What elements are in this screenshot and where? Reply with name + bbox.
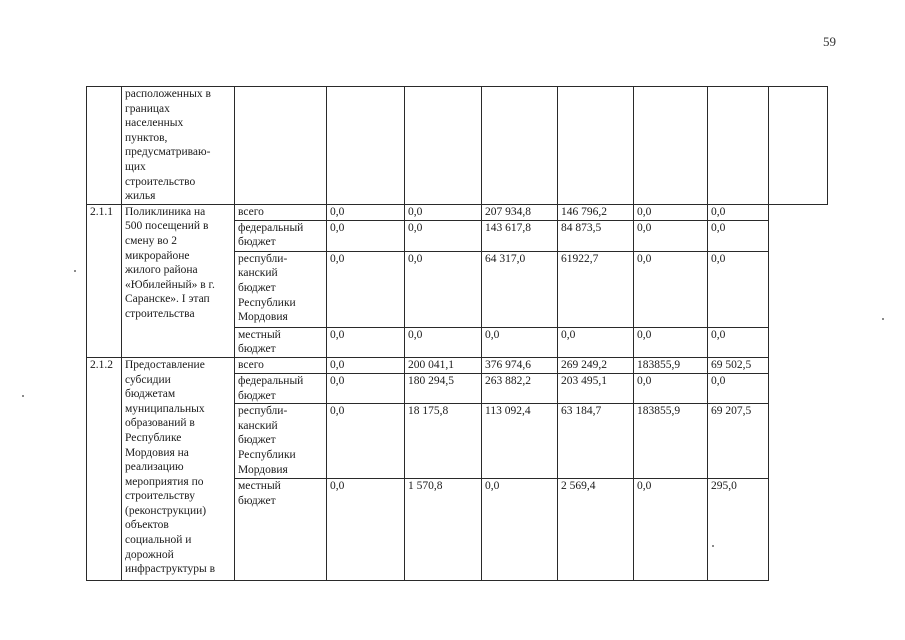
value-cell: 0,0	[405, 204, 482, 220]
funding-source: всего	[235, 204, 327, 220]
source-cell	[235, 87, 327, 205]
value-cell: 18 175,8	[405, 404, 482, 479]
page-number: 59	[823, 34, 836, 49]
value-cell: 183855,9	[634, 357, 708, 373]
value-cell: 0,0	[327, 479, 405, 581]
value-cell: 1 570,8	[405, 479, 482, 581]
value-cell: 0,0	[405, 220, 482, 251]
budget-table	[86, 86, 828, 581]
scan-speck	[22, 395, 24, 397]
value-cell: 0,0	[634, 479, 708, 581]
value-cell	[327, 87, 405, 205]
value-cell: 0,0	[327, 373, 405, 403]
value-cell: 269 249,2	[558, 357, 634, 373]
value-cell: 180 294,5	[405, 373, 482, 403]
value-cell	[405, 87, 482, 205]
value-cell: 207 934,8	[482, 204, 558, 220]
value-cell: 200 041,1	[405, 357, 482, 373]
value-cell: 263 882,2	[482, 373, 558, 403]
scan-speck	[712, 545, 714, 547]
value-cell: 0,0	[327, 357, 405, 373]
value-cell: 0,0	[634, 220, 708, 251]
table-row	[87, 204, 828, 220]
value-cell: 0,0	[558, 327, 634, 357]
item-name-cell: расположенных в границах населенных пунктов, предусматриваю- щих строительство жилья	[122, 87, 235, 205]
value-cell	[558, 87, 634, 205]
section-name: Поликлиника на 500 посещений в смену во 2 микрорайоне жилого района «Юбилейный» в г. Саранске». I этап строительства	[122, 204, 235, 357]
value-cell: 69 207,5	[708, 404, 769, 479]
scan-speck	[882, 318, 884, 320]
code-cell	[87, 87, 122, 205]
value-cell: 0,0	[634, 373, 708, 403]
funding-source: республи- канский бюджет Республики Мордовия	[235, 251, 327, 327]
value-cell: 0,0	[405, 251, 482, 327]
section-code: 2.1.2	[87, 357, 122, 580]
funding-source: федеральный бюджет	[235, 373, 327, 403]
funding-source: всего	[235, 357, 327, 373]
funding-source: республи- канский бюджет Республики Мордовия	[235, 404, 327, 479]
value-cell: 64 317,0	[482, 251, 558, 327]
value-cell: 0,0	[327, 204, 405, 220]
value-cell: 0,0	[708, 220, 769, 251]
value-cell: 0,0	[327, 251, 405, 327]
value-cell	[482, 87, 558, 205]
value-cell	[769, 87, 828, 205]
table-row-continuation	[87, 87, 828, 205]
value-cell: 0,0	[327, 220, 405, 251]
value-cell: 0,0	[327, 327, 405, 357]
funding-source: местный бюджет	[235, 479, 327, 581]
value-cell: 0,0	[482, 327, 558, 357]
value-cell: 0,0	[708, 373, 769, 403]
value-cell: 0,0	[482, 479, 558, 581]
value-cell: 146 796,2	[558, 204, 634, 220]
value-cell: 0,0	[708, 327, 769, 357]
value-cell: 0,0	[708, 204, 769, 220]
value-cell: 143 617,8	[482, 220, 558, 251]
value-cell: 295,0	[708, 479, 769, 581]
value-cell: 2 569,4	[558, 479, 634, 581]
scan-speck	[74, 270, 76, 272]
section-code: 2.1.1	[87, 204, 122, 357]
value-cell: 84 873,5	[558, 220, 634, 251]
value-cell: 61922,7	[558, 251, 634, 327]
value-cell: 0,0	[405, 327, 482, 357]
value-cell	[708, 87, 769, 205]
funding-source: местный бюджет	[235, 327, 327, 357]
section-name: Предоставление субсидии бюджетам муниципальных образований в Республике Мордовия на реализацию мероприятия по строительству (реконструкции) объектов социальной и дорожной инфраструктуры в	[122, 357, 235, 580]
value-cell: 0,0	[634, 204, 708, 220]
value-cell: 0,0	[634, 251, 708, 327]
value-cell: 0,0	[708, 251, 769, 327]
value-cell: 376 974,6	[482, 357, 558, 373]
value-cell: 0,0	[634, 327, 708, 357]
table-row	[87, 357, 828, 373]
value-cell: 203 495,1	[558, 373, 634, 403]
value-cell	[634, 87, 708, 205]
value-cell: 183855,9	[634, 404, 708, 479]
value-cell: 113 092,4	[482, 404, 558, 479]
value-cell: 0,0	[327, 404, 405, 479]
value-cell: 63 184,7	[558, 404, 634, 479]
funding-source: федеральный бюджет	[235, 220, 327, 251]
value-cell: 69 502,5	[708, 357, 769, 373]
